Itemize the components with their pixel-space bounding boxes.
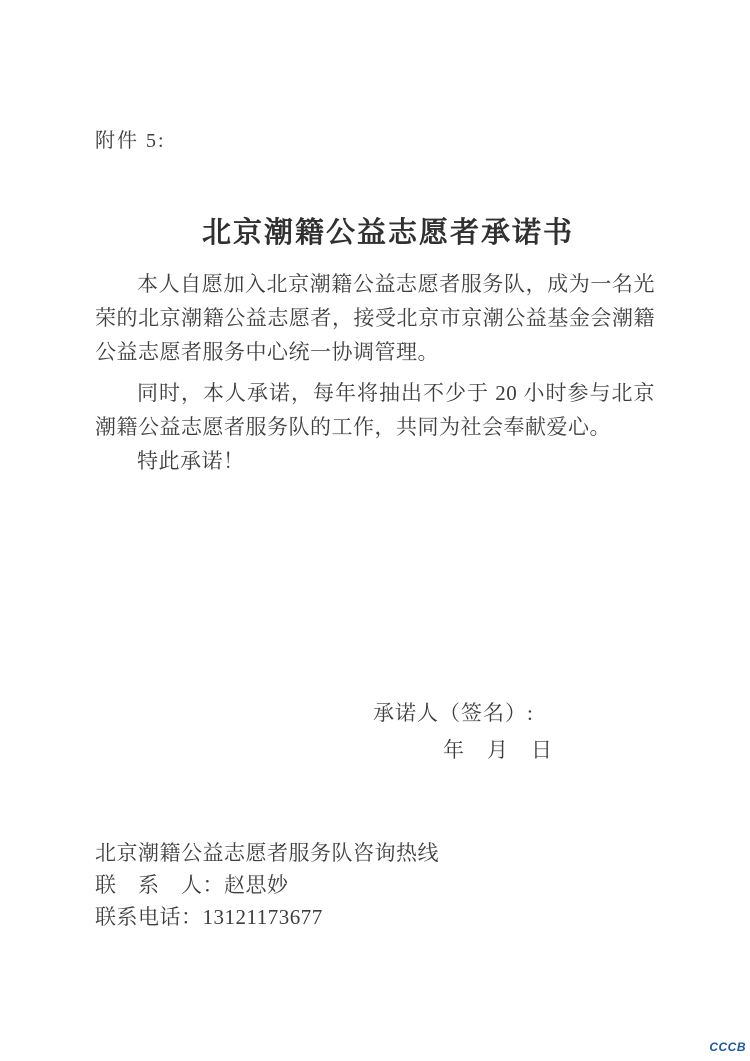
attachment-label: 附件 5: [95, 130, 166, 152]
contact-phone-line: 联系电话：13121173677 [95, 905, 323, 929]
contact-info [95, 837, 439, 933]
paragraph-closing: 特此承诺！ [137, 449, 245, 473]
paragraph-commitment-hours: 同时，本人承诺，每年将抽出不少于 20 小时参与北京潮籍公益志愿者服务队的工作，共同为社会奉献爱心。 [95, 381, 655, 439]
paragraph-commitment-join: 本人自愿加入北京潮籍公益志愿者服务队，成为一名光荣的北京潮籍公益志愿者，接受北京市京潮公益基金会潮籍公益志愿者服务中心统一协调管理。 [95, 272, 655, 364]
signature-signer-label: 承诺人（签名）: [373, 701, 534, 725]
cccb-watermark: CCCB [709, 1040, 746, 1054]
contact-person-line: 联 系 人：赵思妙 [95, 873, 289, 897]
document-title: 北京潮籍公益志愿者承诺书 [201, 217, 574, 250]
contact-hotline-line: 北京潮籍公益志愿者服务队咨询热线 [95, 841, 439, 865]
signature-date-label: 年 月 日 [443, 738, 553, 762]
document-body [95, 267, 655, 478]
